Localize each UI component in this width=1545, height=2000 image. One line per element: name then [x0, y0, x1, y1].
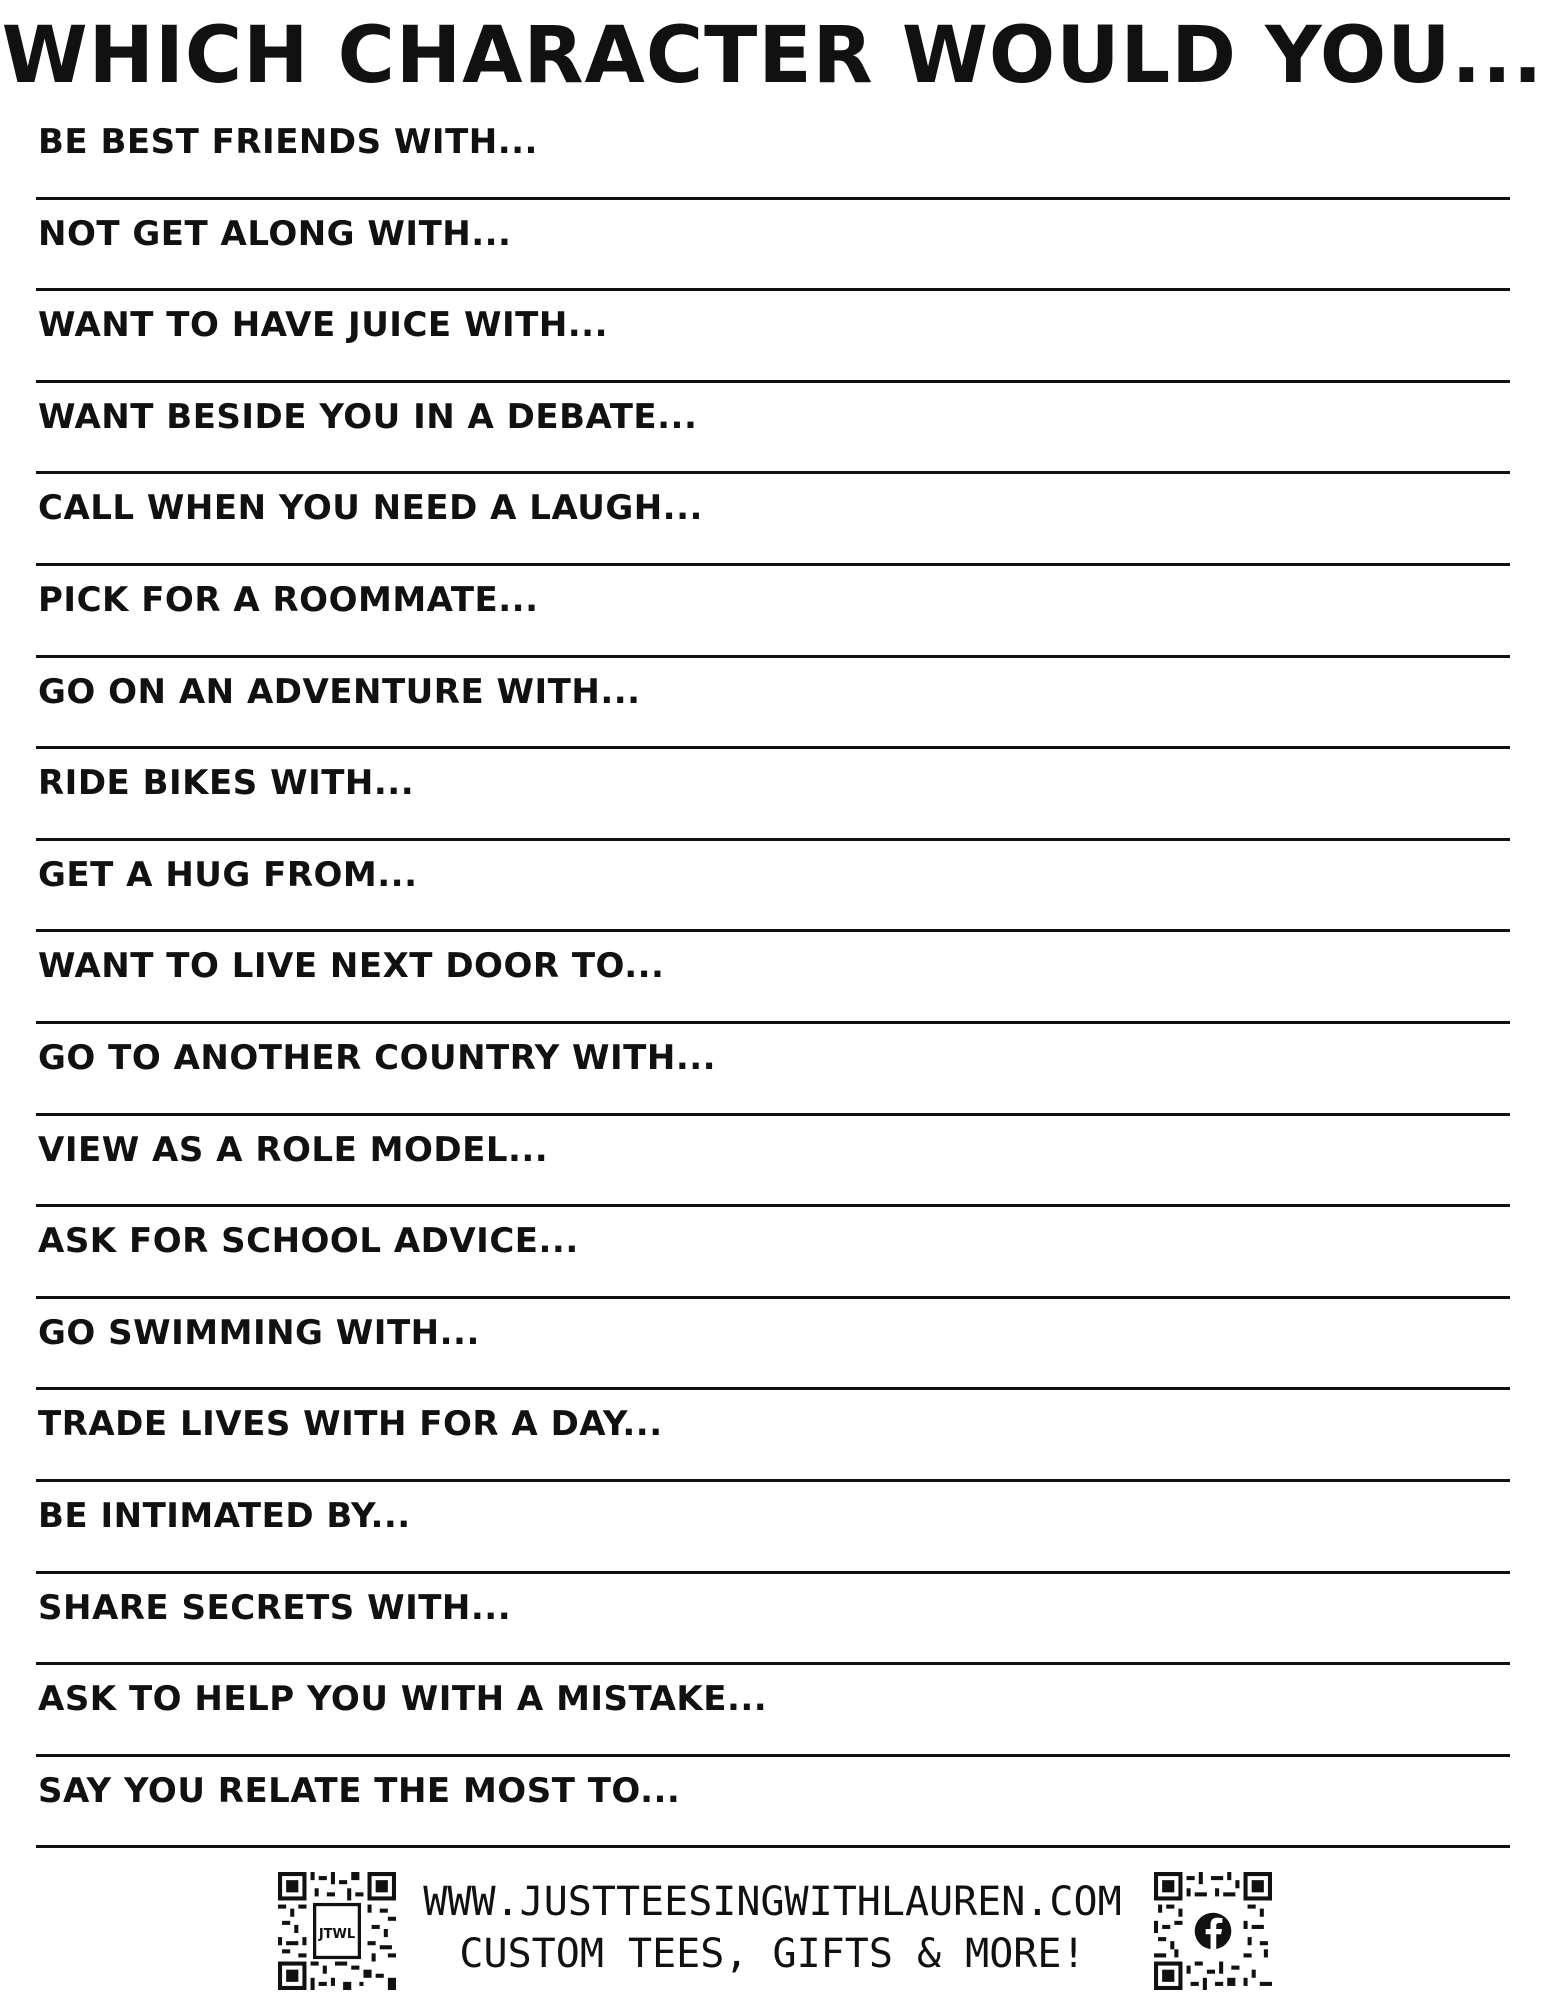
prompt-label: GO ON AN ADVENTURE WITH... [38, 671, 641, 712]
answer-line[interactable] [36, 159, 1510, 195]
footer [0, 1862, 1545, 1992]
prompt-label: CALL WHEN YOU NEED A LAUGH... [38, 488, 703, 529]
answer-line[interactable] [36, 800, 1510, 836]
prompt-label: TRADE LIVES WITH FOR A DAY... [38, 1404, 663, 1445]
page-title: WHICH CHARACTER WOULD YOU... [1, 11, 1544, 101]
answer-line[interactable] [36, 1075, 1510, 1111]
prompt-label: BE BEST FRIENDS WITH... [38, 122, 538, 162]
prompt-row [36, 1299, 1510, 1391]
prompt-label: ASK FOR SCHOOL ADVICE... [38, 1221, 579, 1262]
answer-line[interactable] [36, 1624, 1510, 1660]
svg-text:JTWL: JTWL [318, 1926, 356, 1942]
prompt-row [36, 1482, 1510, 1574]
footer-website-link[interactable]: WWW.JUSTTEESINGWITHLAUREN.COM [423, 1879, 1122, 1925]
answer-line[interactable] [36, 250, 1510, 286]
answer-line[interactable] [36, 983, 1510, 1019]
answer-line[interactable] [36, 891, 1510, 927]
prompt-label: ASK TO HELP YOU WITH A MISTAKE... [38, 1679, 768, 1720]
answer-line[interactable] [36, 1166, 1510, 1202]
prompt-row [36, 1757, 1510, 1849]
prompt-label: GET A HUG FROM... [38, 854, 418, 895]
prompt-row [36, 383, 1510, 475]
prompt-row [36, 1116, 1510, 1208]
answer-line[interactable] [36, 525, 1510, 561]
footer-text [380, 1876, 1165, 1980]
prompt-label: BE INTIMATED BY... [38, 1495, 411, 1536]
prompt-label: VIEW AS A ROLE MODEL... [38, 1129, 549, 1170]
prompt-row [36, 200, 1510, 292]
prompt-label: PICK FOR A ROOMMATE... [38, 579, 539, 620]
answer-line[interactable] [36, 1807, 1510, 1843]
qr-code-icon[interactable] [278, 1872, 396, 1990]
prompt-row [36, 932, 1510, 1024]
answer-line[interactable] [36, 342, 1510, 378]
prompt-label: GO SWIMMING WITH... [38, 1312, 480, 1353]
prompt-label: SAY YOU RELATE THE MOST TO... [38, 1770, 681, 1811]
answer-line[interactable] [36, 1349, 1510, 1385]
prompt-label: WANT BESIDE YOU IN A DEBATE... [38, 396, 698, 437]
prompt-list [36, 108, 1510, 1848]
prompt-row [36, 841, 1510, 933]
footer-tagline: CUSTOM TEES, GIFTS & MORE! [459, 1931, 1086, 1977]
prompt-row [36, 566, 1510, 658]
prompt-row [36, 474, 1510, 566]
prompt-label: GO TO ANOTHER COUNTRY WITH... [38, 1037, 717, 1078]
prompt-row [36, 749, 1510, 841]
prompt-row [36, 1574, 1510, 1666]
prompt-label: WANT TO LIVE NEXT DOOR TO... [38, 946, 665, 987]
prompt-row [36, 1665, 1510, 1757]
answer-line[interactable] [36, 708, 1510, 744]
qr-code-facebook-icon[interactable] [1154, 1872, 1272, 1990]
answer-line[interactable] [36, 433, 1510, 469]
answer-line[interactable] [36, 1533, 1510, 1569]
answer-line[interactable] [36, 1441, 1510, 1477]
prompt-label: RIDE BIKES WITH... [38, 763, 415, 804]
prompt-label: WANT TO HAVE JUICE WITH... [38, 305, 609, 346]
prompt-row [36, 658, 1510, 750]
prompt-row [36, 1207, 1510, 1299]
prompt-row [36, 1024, 1510, 1116]
prompt-row [36, 108, 1510, 200]
prompt-label: SHARE SECRETS WITH... [38, 1587, 512, 1628]
prompt-label: NOT GET ALONG WITH... [38, 213, 512, 254]
answer-line[interactable] [36, 617, 1510, 653]
prompt-row [36, 291, 1510, 383]
answer-line[interactable] [36, 1716, 1510, 1752]
prompt-row [36, 1390, 1510, 1482]
answer-line[interactable] [36, 1258, 1510, 1294]
